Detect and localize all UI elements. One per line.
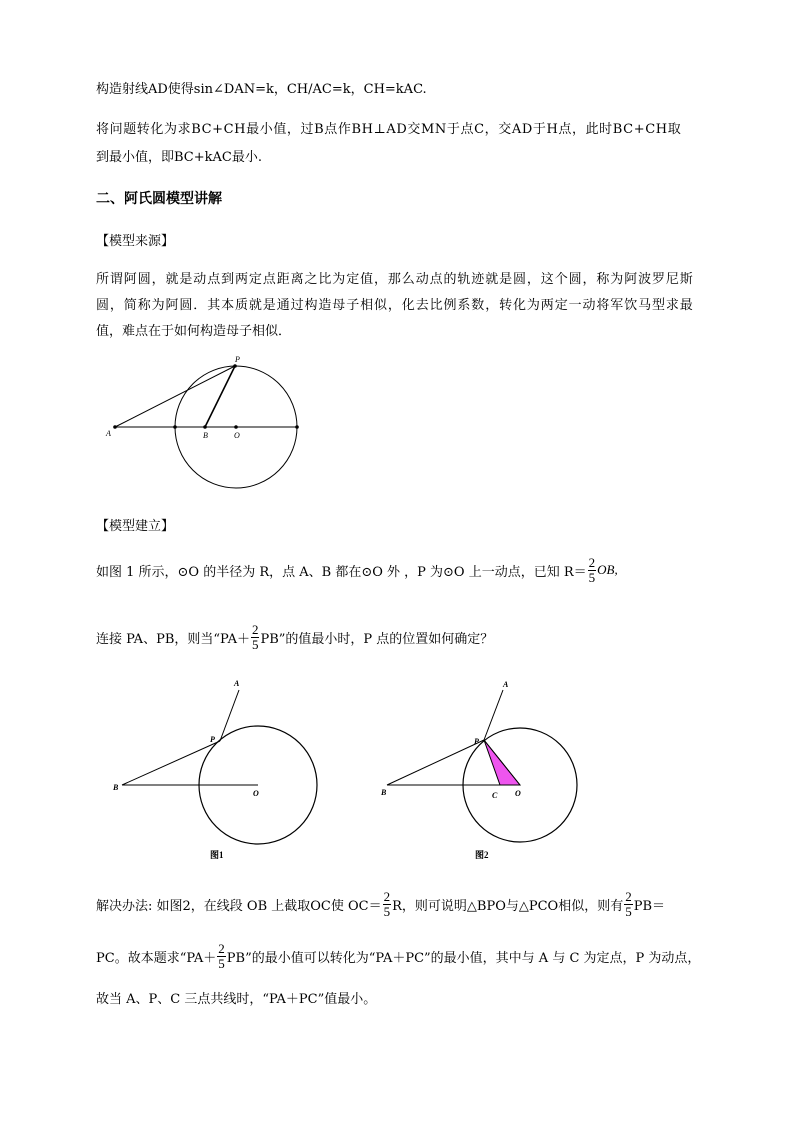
diagram0-point [234, 425, 238, 429]
solution-line-1-text-a: 解决办法: 如图2，在线段 OB 上截取OC使 OC＝ [96, 898, 382, 914]
solution-line-2-fraction [217, 942, 226, 971]
diagram0-label-B: B [203, 431, 208, 440]
intro-line-2: 将问题转化为求BC+CH最小值，过B点作BH⊥AD交MN于点C，交AD于H点，此时BC+CH取 [96, 122, 682, 137]
diagram0-label-A: A [106, 429, 111, 438]
fraction-numerator: 2 [383, 888, 391, 904]
figure1-label-O: O [253, 789, 259, 798]
fraction-denominator: 5 [218, 955, 225, 971]
figure2-line-PA [484, 690, 503, 740]
intro-line-1: 构造射线AD使得sin∠DAN=k，CH/AC=k，CH=kAC. [96, 82, 427, 97]
figure-2 [375, 670, 590, 870]
source-heading: 【模型来源】 [96, 234, 175, 249]
fraction-denominator: 5 [588, 569, 596, 585]
figure2-label-C: C [492, 791, 498, 800]
figure2-line-BP [387, 740, 484, 785]
setup-line-2-text-a: 连接 PA、PB，则当“PA＋ [96, 631, 250, 647]
figure1-label-A: A [234, 679, 240, 688]
diagram0-line-BP [205, 366, 235, 427]
fraction-denominator: 5 [251, 636, 259, 652]
figure1-label-P: P [210, 735, 215, 744]
setup-line-2-text-b: PB”的值最小时，P 点的位置如何确定？ [260, 631, 494, 647]
source-line-3: 值，难点在于如何构造母子相似． [96, 324, 292, 339]
solution-line-2-text-a: PC。故本题求“PA＋ [96, 950, 217, 966]
diagram0-label-O: O [234, 431, 240, 440]
setup-line-1-text-b: OB, [597, 562, 618, 577]
figure-1 [105, 670, 335, 870]
diagram0-point [173, 425, 177, 429]
figure2-label-O: O [515, 789, 521, 798]
diagram0-point [113, 425, 117, 429]
setup-line-2-fraction [251, 623, 260, 652]
diagram0-point [295, 425, 299, 429]
apollonius-diagram [100, 350, 320, 495]
solution-line-1-text-c: PB＝ [633, 898, 666, 914]
fraction-numerator: 2 [218, 940, 225, 956]
diagram0-point [233, 364, 237, 368]
figure1-label-B: B [113, 783, 119, 792]
solution-line-1-text-b: R，则可说明△BPO与△PCO相似，则有 [392, 898, 624, 914]
fraction-numerator: 2 [588, 554, 596, 570]
setup-line-1-text-a: 如图 1 所示，⊙O 的半径为 R，点 A、B 都在⊙O 外 ，P 为⊙O 上一动点，已知 R＝ [96, 564, 587, 580]
source-line-2: 圆，简称为阿圆．其本质就是通过构造母子相似，化去比例系数，转化为两定一动将军饮马型求最 [96, 298, 694, 313]
setup-line-1 [96, 550, 618, 590]
fraction-denominator: 5 [383, 903, 391, 919]
intro-line-3: 到最小值，即BC+kAC最小. [96, 150, 262, 165]
fraction-numerator: 2 [251, 621, 259, 637]
diagram0-line-AP [115, 366, 235, 427]
figure2-label-B: B [381, 788, 387, 797]
figure2-label-A: A [503, 680, 509, 689]
figure1-caption: 图1 [210, 850, 224, 860]
figure2-caption: 图2 [475, 850, 489, 860]
setup-heading: 【模型建立】 [96, 519, 175, 534]
diagram0-point [203, 425, 207, 429]
figure2-label-P: P [474, 737, 479, 746]
solution-line-2 [96, 936, 700, 976]
setup-line-2 [96, 617, 493, 657]
diagram0-label-P: P [235, 355, 240, 364]
solution-line-2-text-b: PB”的最小值可以转化为“PA＋PC”的最小值，其中与 A 与 C 为定点，P 为动点， [226, 950, 701, 966]
source-line-1: 所谓阿圆，就是动点到两定点距离之比为定值，那么动点的轨迹就是圆，这个圆，称为阿波罗尼斯 [96, 272, 694, 287]
section-title: 二、阿氏圆模型讲解 [96, 191, 222, 207]
fraction-denominator: 5 [625, 903, 632, 919]
figure1-line-BP [122, 741, 220, 785]
setup-line-1-fraction [588, 556, 597, 585]
solution-line-1 [96, 884, 665, 924]
solution-line-1-fraction-1 [383, 890, 392, 919]
solution-line-1-fraction-2 [624, 890, 633, 919]
fraction-numerator: 2 [625, 888, 632, 904]
solution-line-3: 故当 A、P、C 三点共线时，“PA＋PC”值最小。 [96, 992, 377, 1007]
